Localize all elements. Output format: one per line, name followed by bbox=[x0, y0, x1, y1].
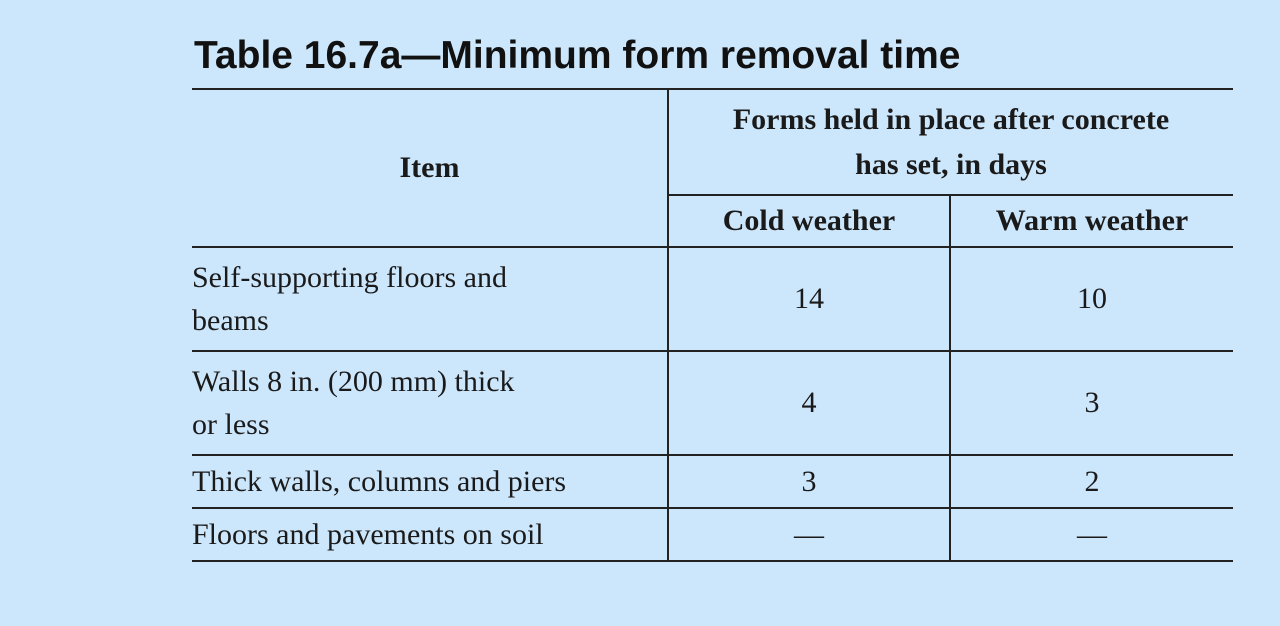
header-row-group bbox=[192, 89, 1233, 195]
row-warm-value: 3 bbox=[950, 351, 1233, 455]
column-header-cold: Cold weather bbox=[668, 195, 950, 247]
row-warm-value: — bbox=[950, 508, 1233, 561]
row-cold-value: 3 bbox=[668, 455, 950, 508]
row-warm-value: 10 bbox=[950, 247, 1233, 351]
row-item bbox=[192, 351, 668, 455]
row-item-line-1: Thick walls, columns and piers bbox=[192, 465, 567, 498]
row-item-line-1: Floors and pavements on soil bbox=[192, 518, 544, 551]
row-item bbox=[192, 247, 668, 351]
row-item-line-1: Walls 8 in. (200 mm) thick bbox=[192, 365, 515, 398]
row-item-line-2: or less bbox=[192, 408, 270, 441]
row-cold-value: 14 bbox=[668, 247, 950, 351]
row-item bbox=[192, 455, 668, 508]
form-removal-table bbox=[192, 88, 1233, 562]
row-item-line-1: Self-supporting floors and bbox=[192, 261, 507, 294]
table-row bbox=[192, 508, 1233, 561]
row-cold-value: — bbox=[668, 508, 950, 561]
column-header-warm: Warm weather bbox=[950, 195, 1233, 247]
column-header-group bbox=[668, 89, 1233, 195]
group-header-line-1: Forms held in place after concrete bbox=[732, 103, 1170, 136]
table-row bbox=[192, 455, 1233, 508]
table-row bbox=[192, 351, 1233, 455]
column-header-item: Item bbox=[192, 89, 668, 247]
table-row bbox=[192, 247, 1233, 351]
group-header-line-2: has set, in days bbox=[855, 148, 1047, 181]
row-item-line-2: beams bbox=[192, 304, 269, 337]
row-warm-value: 2 bbox=[950, 455, 1233, 508]
row-cold-value: 4 bbox=[668, 351, 950, 455]
row-item bbox=[192, 508, 668, 561]
table-title: Table 16.7a—Minimum form removal time bbox=[194, 34, 961, 77]
